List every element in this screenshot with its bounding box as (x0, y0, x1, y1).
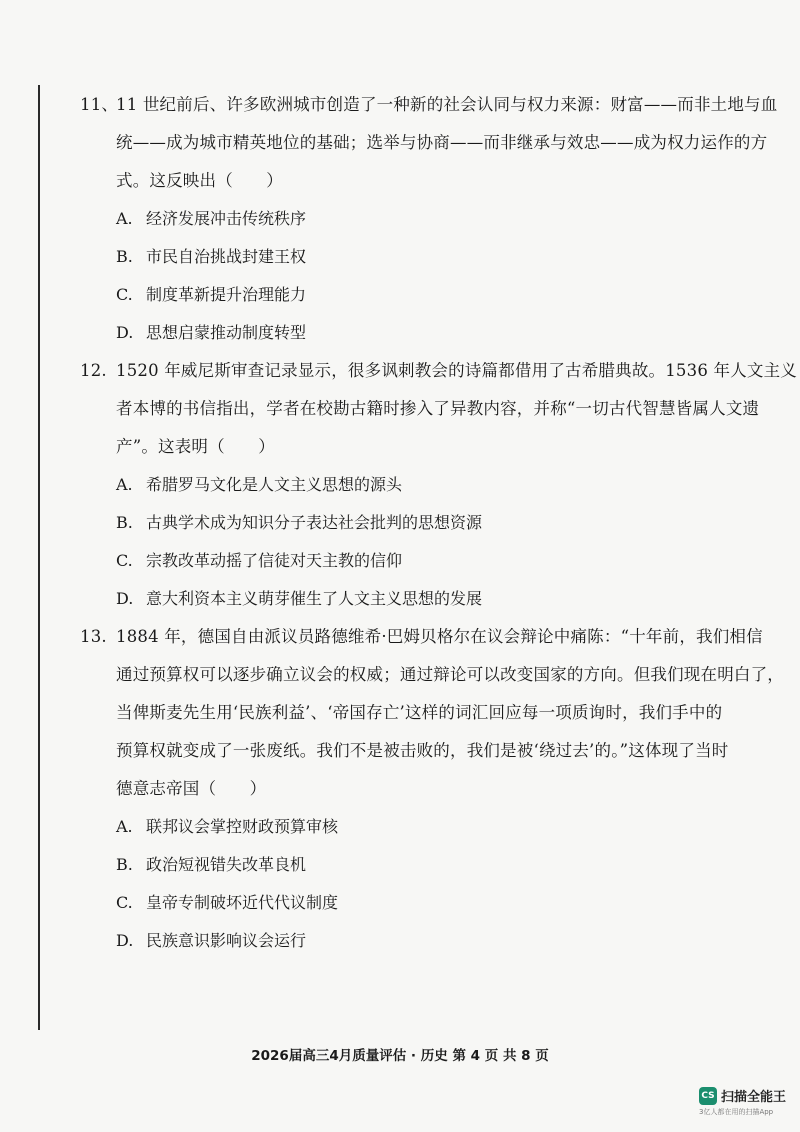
option-d (80, 922, 760, 960)
option-text: 古典学术成为知识分子表达社会批判的思想资源 (146, 513, 483, 532)
question-stem-line: 统——成为城市精英地位的基础；选举与协商——而非继承与效忠——成为权力运作的方 (116, 133, 768, 152)
option-letter: B. (116, 513, 133, 532)
option-letter: C. (116, 893, 133, 912)
option-letter: D. (116, 589, 134, 608)
option-b (80, 504, 760, 542)
option-text: 民族意识影响议会运行 (146, 931, 307, 950)
page-footer: 2026届高三4月质量评估 · 历史 第 4 页 共 8 页 (251, 1048, 549, 1064)
margin-rule (38, 85, 40, 1030)
option-b (80, 846, 760, 884)
question-stem-line (80, 352, 797, 390)
question-13 (80, 618, 784, 960)
watermark-name: 扫描全能王 (720, 1090, 786, 1105)
option-letter: C. (116, 551, 133, 570)
question-stem-line: 者本博的书信指出，学者在校勘古籍时掺入了异教内容，并称“一切古代智慧皆属人文遗 (116, 399, 760, 418)
scanner-watermark (699, 1086, 786, 1117)
option-c (80, 542, 760, 580)
option-text: 宗教改革动摇了信徒对天主教的信仰 (146, 551, 403, 570)
question-list (80, 86, 797, 960)
question-11 (80, 86, 778, 352)
option-letter: A. (116, 475, 133, 494)
watermark-tagline: 3亿人都在用的扫描App (698, 1108, 774, 1116)
option-d (80, 314, 760, 352)
option-letter: A. (116, 817, 133, 836)
question-stem-line: 德意志帝国（ ） (116, 779, 267, 798)
option-text: 政治短视错失改革良机 (146, 855, 307, 874)
question-text: 11 世纪前后、许多欧洲城市创造了一种新的社会认同与权力来源：财富——而非土地与血 (116, 95, 778, 114)
option-text: 意大利资本主义萌芽催生了人文主义思想的发展 (146, 589, 483, 608)
option-text: 皇帝专制破坏近代代议制度 (146, 893, 339, 912)
question-text: 1520 年威尼斯审查记录显示，很多讽刺教会的诗篇都借用了古希腊典故。1536 年人文主义 (116, 361, 797, 380)
question-text: 1884 年，德国自由派议员路德维希·巴姆贝格尔在议会辩论中痛陈：“十年前，我们相信 (116, 627, 763, 646)
question-number: 13. (80, 627, 107, 646)
option-letter: C. (116, 285, 133, 304)
question-stem-line (80, 86, 778, 124)
option-text: 联邦议会掌控财政预算审核 (146, 817, 339, 836)
option-letter: B. (116, 855, 133, 874)
option-text: 经济发展冲击传统秩序 (146, 209, 307, 228)
question-12 (80, 352, 797, 618)
option-text: 希腊罗马文化是人文主义思想的源头 (146, 475, 403, 494)
option-a (80, 200, 760, 238)
option-d (80, 580, 760, 618)
question-stem-line (80, 618, 763, 656)
question-stem-line: 当俾斯麦先生用‘民族利益’、‘帝国存亡’这样的词汇回应每一项质询时，我们手中的 (116, 703, 723, 722)
question-number: 12. (80, 361, 107, 380)
question-stem-line: 产”。这表明（ ） (116, 437, 275, 456)
option-text: 制度革新提升治理能力 (146, 285, 307, 304)
option-c (80, 276, 760, 314)
option-b (80, 238, 760, 276)
option-a (80, 466, 760, 504)
camscanner-logo-icon: CS (699, 1087, 717, 1105)
option-text: 思想启蒙推动制度转型 (146, 323, 307, 342)
question-stem-line: 通过预算权可以逐步确立议会的权威；通过辩论可以改变国家的方向。但我们现在明白了， (116, 665, 784, 684)
question-stem-line: 预算权就变成了一张废纸。我们不是被击败的，我们是被‘绕过去’的。”这体现了当时 (116, 741, 729, 760)
option-a (80, 808, 760, 846)
option-letter: B. (116, 247, 133, 266)
question-stem-line: 式。这反映出（ ） (116, 171, 283, 190)
option-letter: D. (116, 323, 134, 342)
option-text: 市民自治挑战封建王权 (146, 247, 307, 266)
option-letter: A. (116, 209, 133, 228)
question-number: 11、 (80, 95, 119, 114)
watermark-row (699, 1086, 786, 1105)
option-c (80, 884, 760, 922)
option-letter: D. (116, 931, 134, 950)
